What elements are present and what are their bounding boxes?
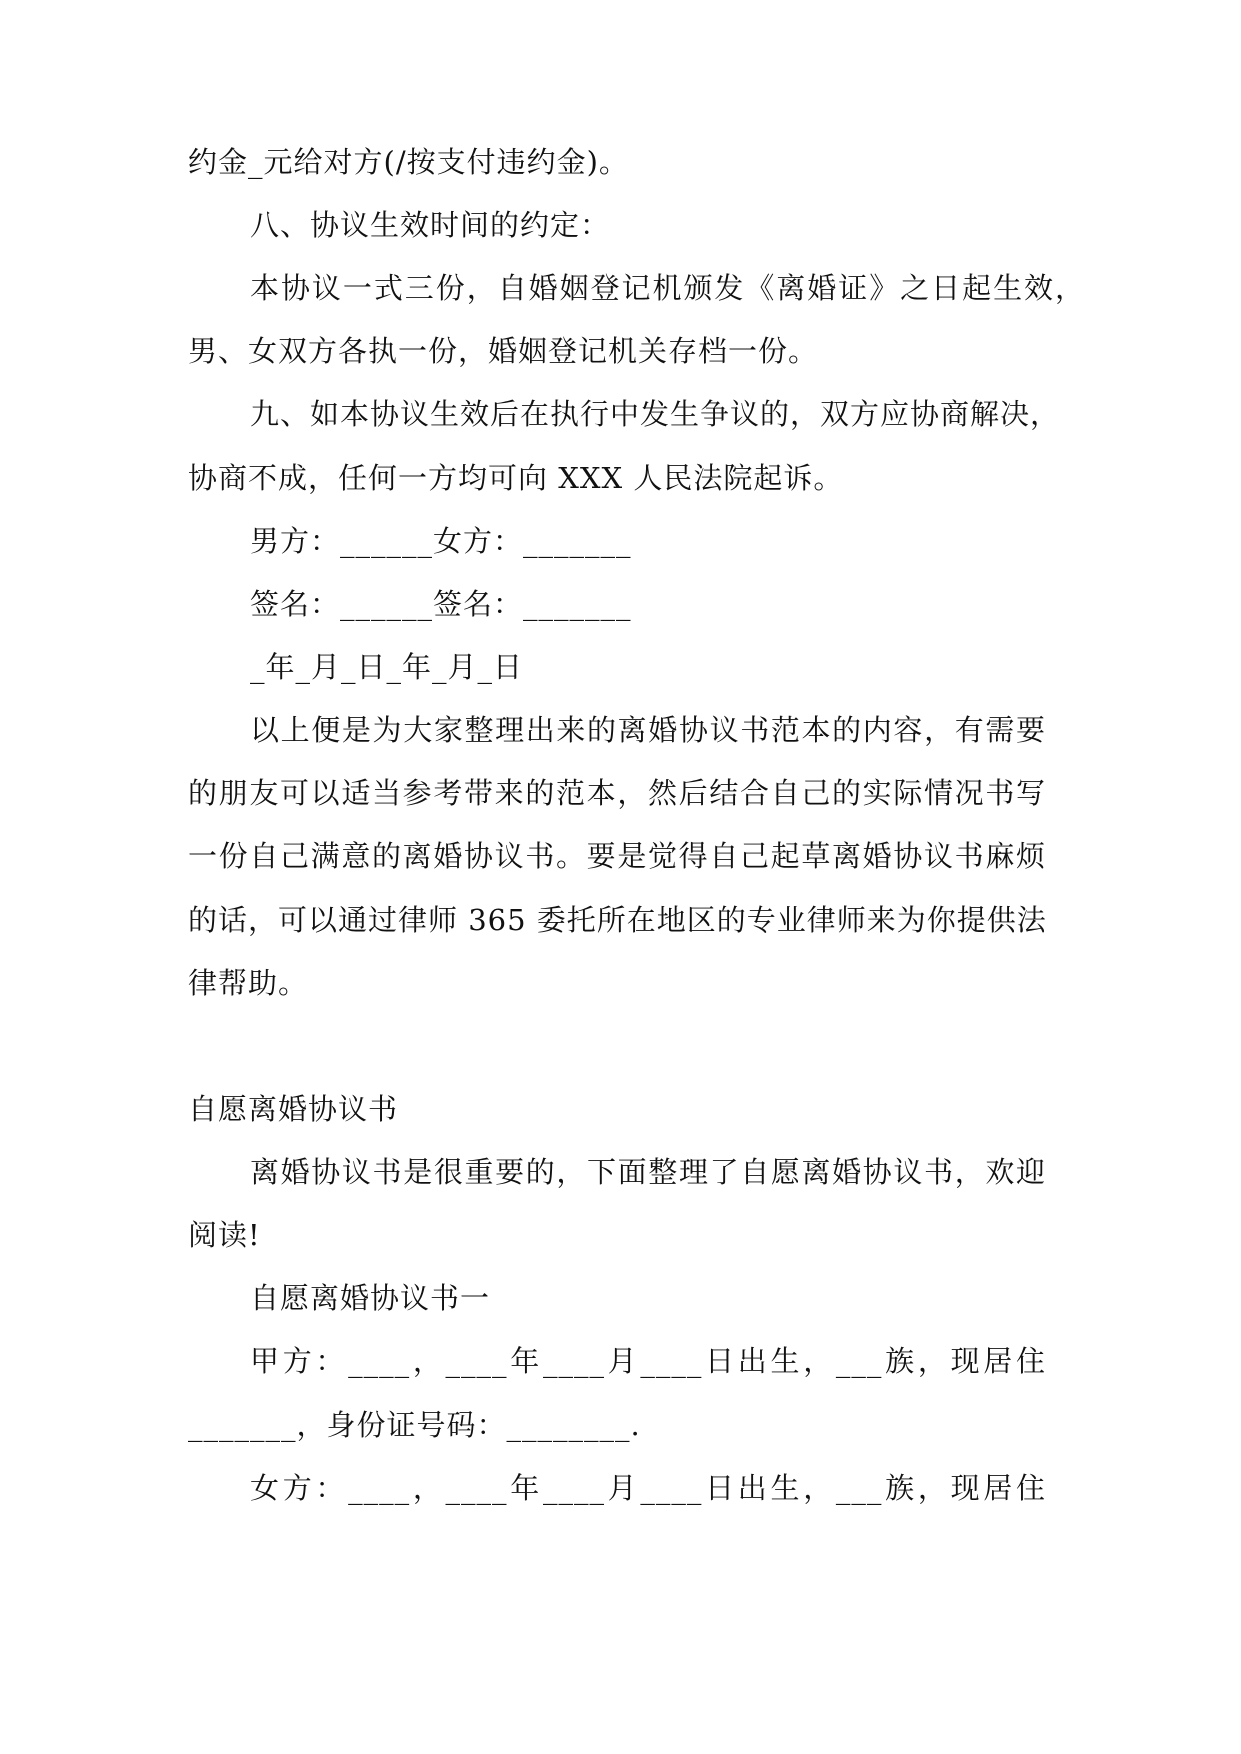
- text-line-6: 协商不成，任何一方均可向 XXX 人民法院起诉。: [188, 461, 844, 495]
- section-title: 自愿离婚协议书: [188, 1092, 399, 1126]
- text-line-16: 离婚协议书是很重要的，下面整理了自愿离婚协议书，欢迎: [250, 1155, 1046, 1189]
- subsection-title: 自愿离婚协议书一: [250, 1281, 491, 1315]
- text-line-20: _______，身份证号码：________.: [188, 1408, 641, 1442]
- text-line-2: 八、协议生效时间的约定：: [250, 208, 611, 242]
- text-line-19: 甲方：____，____年____月____日出生，___族，现居住: [250, 1344, 1046, 1378]
- text-line-7: 男方：______女方：_______: [250, 524, 632, 558]
- text-line-3: 本协议一式三份，自婚姻登记机颁发《离婚证》之日起生效，: [250, 271, 1085, 305]
- text-line-12: 一份自己满意的离婚协议书。要是觉得自己起草离婚协议书麻烦: [188, 839, 1046, 873]
- text-line-1: 约金_元给对方(/按支付违约金)。: [188, 145, 629, 179]
- text-line-17: 阅读!: [188, 1218, 261, 1252]
- text-line-14: 律帮助。: [188, 966, 309, 1000]
- text-line-13: 的话，可以通过律师 365 委托所在地区的专业律师来为你提供法: [188, 903, 1047, 937]
- text-line-10: 以上便是为大家整理出来的离婚协议书范本的内容，有需要: [250, 713, 1046, 747]
- text-line-5: 九、如本协议生效后在执行中发生争议的，双方应协商解决，: [250, 397, 1061, 431]
- text-line-21: 女方：____，____年____月____日出生，___族，现居住: [250, 1471, 1046, 1505]
- text-line-9: _年_月_日_年_月_日: [250, 650, 524, 684]
- text-line-4: 男、女双方各执一份，婚姻登记机关存档一份。: [188, 334, 819, 368]
- text-line-8: 签名：______签名：_______: [250, 587, 632, 621]
- text-line-11: 的朋友可以适当参考带来的范本，然后结合自己的实际情况书写: [188, 776, 1046, 810]
